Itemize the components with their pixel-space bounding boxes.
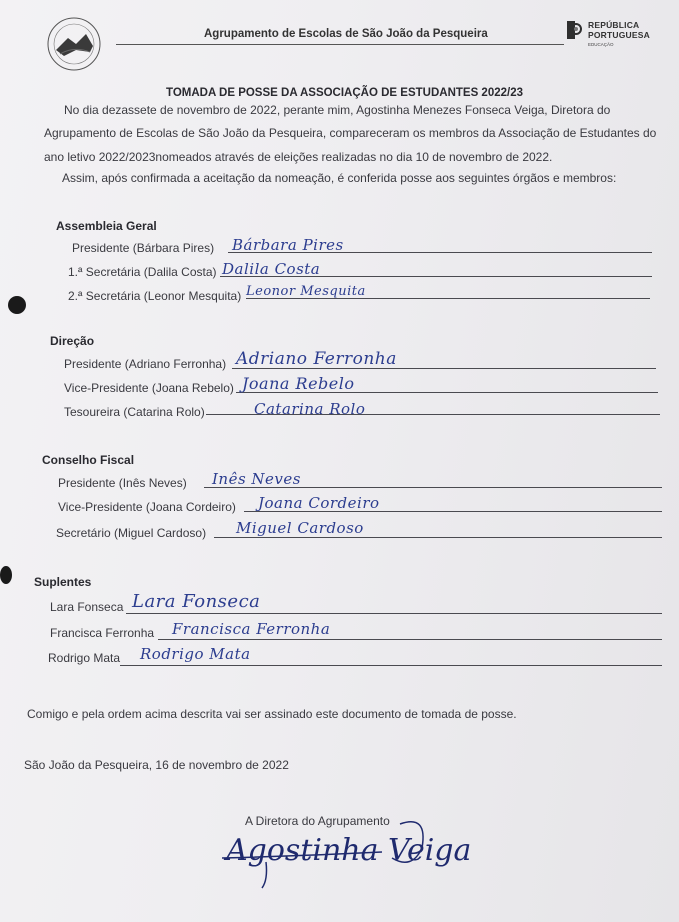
director-label: A Diretora do Agrupamento [245,814,390,828]
member-label: Presidente (Inês Neves) [58,476,187,490]
member-label: Rodrigo Mata [48,651,121,665]
member-label: Tesoureira (Catarina Rolo) [64,405,205,419]
republic-emblem-icon [566,20,582,40]
member-label: 2.ª Secretária (Leonor Mesquita) [68,289,242,303]
member-label: Presidente (Adriano Ferronha) [64,357,227,371]
section-title-assembleia: Assembleia Geral [56,219,157,233]
member-signature: Adriano Ferronha [236,349,397,369]
document-title: TOMADA DE POSSE DA ASSOCIAÇÃO DE ESTUDANTES 2022/23 [166,87,523,99]
member-signature: Lara Fonseca [132,591,261,612]
member-signature: Inês Neves [212,470,301,488]
intro-line-3: ano letivo 2022/2023nomeados através de eleições realizadas no dia 10 de novembro de 2022. [44,150,553,164]
director-signature [222,818,512,898]
section-title-direcao: Direção [50,334,95,348]
signature-line [214,537,662,538]
member-signature: Leonor Mesquita [246,284,366,299]
member-signature: Dalila Costa [222,260,321,278]
member-signature: Miguel Cardoso [236,519,364,537]
signature-line [126,613,662,614]
header-divider [116,44,564,45]
signature-line [158,639,662,640]
member-label: Francisca Ferronha [50,626,155,640]
member-label: 1.ª Secretária (Dalila Costa) [68,265,217,279]
director-signature-text: Agostinha Veiga [226,833,472,868]
intro-line-1: No dia dezassete de novembro de 2022, perante mim, Agostinha Menezes Fonseca Veiga, Diretora do [64,103,611,117]
member-label: Presidente (Bárbara Pires) [72,241,215,255]
section-title-conselho-fiscal: Conselho Fiscal [42,453,135,467]
member-signature: Joana Rebelo [242,374,355,393]
member-signature: Bárbara Pires [232,236,344,254]
section-title-suplentes: Suplentes [34,575,92,589]
member-signature: Joana Cordeiro [258,494,380,512]
member-label: Secretário (Miguel Cardoso) [56,526,207,540]
punch-hole [0,566,12,584]
signature-line [120,665,662,666]
intro-line-2: Agrupamento de Escolas de São João da Pesqueira, compareceram os membros da Associação de Estudantes do [44,126,657,140]
member-label: Vice-Presidente (Joana Cordeiro) [58,500,236,514]
republica-portuguesa-logo [566,18,656,52]
school-logo-icon [46,16,102,72]
closing-statement: Comigo e pela ordem acima descrita vai ser assinado este documento de tomada de posse. [27,707,517,721]
school-name: Agrupamento de Escolas de São João da Pesqueira [204,28,488,40]
member-signature: Francisca Ferronha [172,620,331,638]
member-label: Vice-Presidente (Joana Rebelo) [64,381,234,395]
member-signature: Catarina Rolo [254,400,366,418]
place-and-date: São João da Pesqueira, 16 de novembro de 2022 [24,758,289,772]
punch-hole [8,296,26,314]
member-signature: Rodrigo Mata [140,645,251,663]
member-label: Lara Fonseca [50,600,124,614]
intro-line-4: Assim, após confirmada a aceitação da nomeação, é conferida posse aos seguintes órgãos e membros: [62,171,617,185]
republica-line1: REPÚBLICA [588,20,640,30]
republica-line2: PORTUGUESA [588,30,650,40]
republica-line3: EDUCAÇÃO [588,42,614,47]
